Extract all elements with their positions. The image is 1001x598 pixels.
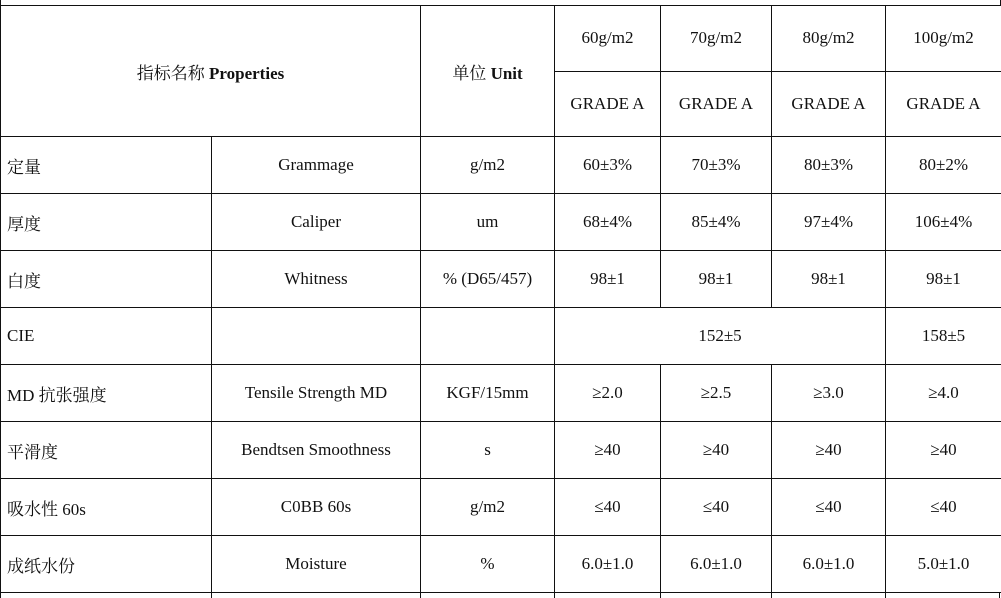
value-cell: ≥3.0 <box>772 365 886 422</box>
value-cell: ≤40 <box>661 479 772 536</box>
property-cn: 定量 <box>1 137 212 194</box>
column-stub <box>0 592 1 598</box>
grade-header: GRADE A <box>555 71 661 137</box>
value-cell: 106±4% <box>886 194 1001 251</box>
value-cell: 98±1 <box>886 251 1001 308</box>
grammage-header-60: 60g/m2 <box>555 6 661 72</box>
value-cell: 80±3% <box>772 137 886 194</box>
table-row <box>1 308 1001 365</box>
property-cn: CIE <box>1 308 212 365</box>
property-en: Whitness <box>212 251 421 308</box>
table-continuation-stubs <box>0 592 1001 598</box>
merged-value-cell: 152±5 <box>555 308 886 365</box>
column-stub <box>211 592 212 598</box>
property-cn: 成纸水份 <box>1 536 212 593</box>
value-cell: ≥2.5 <box>661 365 772 422</box>
property-en: Grammage <box>212 137 421 194</box>
grade-header: GRADE A <box>661 71 772 137</box>
grade-header: GRADE A <box>772 71 886 137</box>
grammage-header-100: 100g/m2 <box>886 6 1001 72</box>
value-cell: 98±1 <box>555 251 661 308</box>
table-row <box>1 422 1001 479</box>
property-unit: KGF/15mm <box>421 365 555 422</box>
value-cell: ≤40 <box>555 479 661 536</box>
value-cell: 6.0±1.0 <box>772 536 886 593</box>
property-unit: % (D65/457) <box>421 251 555 308</box>
column-stub <box>420 592 421 598</box>
property-cn: 吸水性 60s <box>1 479 212 536</box>
value-cell: 97±4% <box>772 194 886 251</box>
property-cn: 厚度 <box>1 194 212 251</box>
table-row <box>1 365 1001 422</box>
grade-header: GRADE A <box>886 71 1001 137</box>
value-cell: ≤40 <box>772 479 886 536</box>
value-cell: ≥2.0 <box>555 365 661 422</box>
value-cell: ≤40 <box>886 479 1001 536</box>
property-en: C0BB 60s <box>212 479 421 536</box>
table-row <box>1 137 1001 194</box>
value-cell: 6.0±1.0 <box>555 536 661 593</box>
property-unit: g/m2 <box>421 479 555 536</box>
value-cell: 158±5 <box>886 308 1001 365</box>
value-cell: 98±1 <box>772 251 886 308</box>
value-cell: 5.0±1.0 <box>886 536 1001 593</box>
property-cn: 白度 <box>1 251 212 308</box>
property-en: Tensile Strength MD <box>212 365 421 422</box>
grammage-header-70: 70g/m2 <box>661 6 772 72</box>
paper-spec-table <box>0 5 1001 593</box>
unit-header-cn: 单位 <box>452 63 487 83</box>
property-cn: 平滑度 <box>1 422 212 479</box>
properties-header-en: Properties <box>209 63 285 83</box>
table-row <box>1 194 1001 251</box>
property-unit: um <box>421 194 555 251</box>
property-en <box>212 308 421 365</box>
unit-header-en: Unit <box>490 63 523 83</box>
unit-header <box>421 6 555 137</box>
header-row-grammage <box>1 6 1001 72</box>
properties-header <box>1 6 421 137</box>
value-cell: 70±3% <box>661 137 772 194</box>
property-unit <box>421 308 555 365</box>
value-cell: 68±4% <box>555 194 661 251</box>
value-cell: ≥40 <box>772 422 886 479</box>
properties-header-cn: 指标名称 <box>136 63 205 83</box>
value-cell: 85±4% <box>661 194 772 251</box>
value-cell: 60±3% <box>555 137 661 194</box>
table-row <box>1 479 1001 536</box>
table-row <box>1 536 1001 593</box>
value-cell: 80±2% <box>886 137 1001 194</box>
value-cell: ≥40 <box>886 422 1001 479</box>
property-en: Moisture <box>212 536 421 593</box>
value-cell: ≥40 <box>555 422 661 479</box>
column-stub <box>660 592 661 598</box>
value-cell: ≥4.0 <box>886 365 1001 422</box>
column-stub <box>554 592 555 598</box>
value-cell: 98±1 <box>661 251 772 308</box>
property-unit: % <box>421 536 555 593</box>
property-en: Bendtsen Smoothness <box>212 422 421 479</box>
table-row <box>1 251 1001 308</box>
value-cell: 6.0±1.0 <box>661 536 772 593</box>
column-stub <box>999 592 1000 598</box>
column-stub <box>771 592 772 598</box>
value-cell: ≥40 <box>661 422 772 479</box>
property-cn: MD 抗张强度 <box>1 365 212 422</box>
grammage-header-80: 80g/m2 <box>772 6 886 72</box>
column-stub <box>885 592 886 598</box>
property-en: Caliper <box>212 194 421 251</box>
property-unit: g/m2 <box>421 137 555 194</box>
property-unit: s <box>421 422 555 479</box>
